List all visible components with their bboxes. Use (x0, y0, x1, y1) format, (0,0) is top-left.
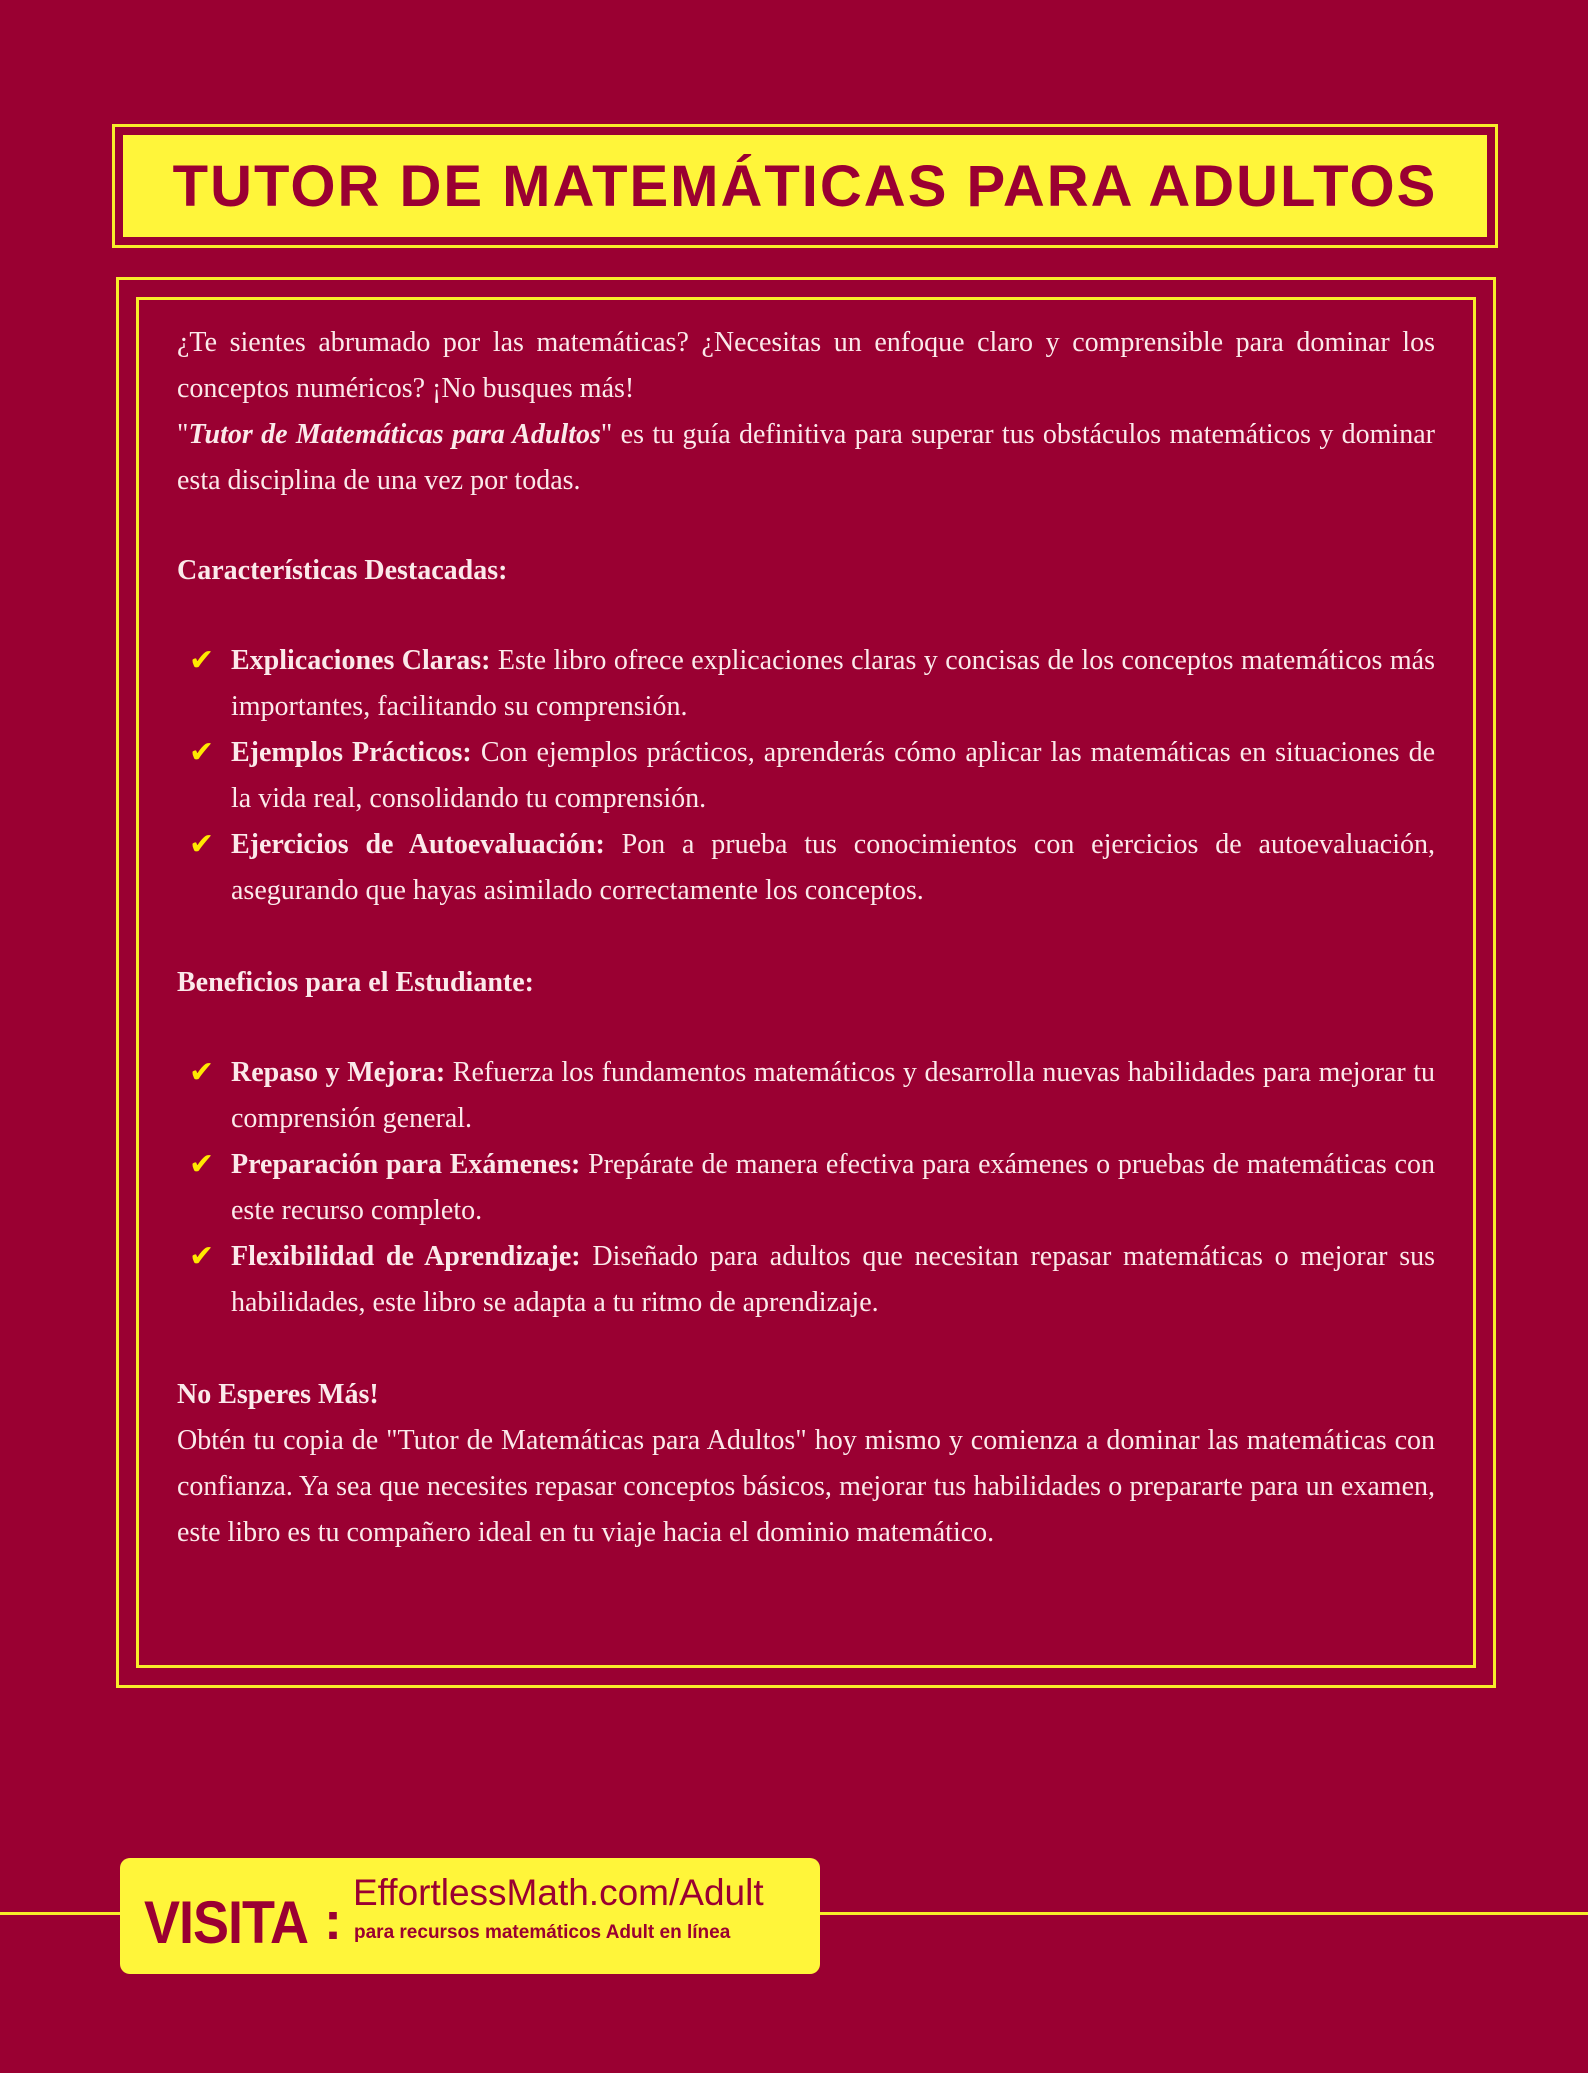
list-item (177, 638, 1435, 730)
benefits-heading: Beneficios para el Estudiante: (177, 967, 534, 998)
check-icon: ✔ (189, 1239, 215, 1274)
list-item (177, 822, 1435, 914)
visit-banner[interactable] (120, 1858, 820, 1974)
visit-label: VISITA (144, 1889, 309, 1957)
feature-term: Ejercicios de Autoevaluación: (231, 829, 605, 860)
list-item (177, 730, 1435, 822)
title-banner (112, 124, 1498, 248)
check-icon: ✔ (189, 1147, 215, 1182)
website-link[interactable]: EffortlessMath.com/Adult (353, 1872, 764, 1913)
feature-text: Pon a prueba tus conocimientos con ejercicios de autoevaluación, asegurando que hayas asimilado correctamente los conceptos. (231, 829, 1435, 906)
feature-text: Con ejemplos prácticos, aprenderás cómo aplicar las matemáticas en situaciones de la vida real, consolidando tu comprensión. (231, 737, 1436, 814)
feature-term: Explicaciones Claras: (231, 645, 491, 676)
benefit-term: Flexibilidad de Aprendizaje: (231, 1241, 581, 1272)
list-item (177, 1142, 1435, 1234)
check-icon: ✔ (189, 643, 215, 678)
content-body (136, 297, 1476, 1668)
content-frame (116, 277, 1496, 1688)
features-list (177, 638, 1435, 914)
feature-term: Ejemplos Prácticos: (231, 737, 472, 768)
benefit-text: Diseñado para adultos que necesitan repasar matemáticas o mejorar sus habilidades, este libro se adapta a tu ritmo de aprendizaje. (231, 1241, 1435, 1318)
closing-heading: No Esperes Más! (177, 1379, 379, 1410)
check-icon: ✔ (189, 1055, 215, 1090)
check-icon: ✔ (189, 827, 215, 862)
list-item (177, 1050, 1435, 1142)
intro-line1: ¿Te sientes abrumado por las matemáticas? ¿Necesitas un enfoque claro y comprensible para dominar los conceptos numéricos? ¡No busques más! (177, 327, 1435, 404)
page-title: TUTOR DE MATEMÁTICAS PARA ADULTOS (172, 153, 1438, 219)
benefit-term: Preparación para Exámenes: (231, 1149, 581, 1180)
feature-text: Este libro ofrece explicaciones claras y concisas de los conceptos matemáticos más importantes, facilitando su comprensión. (231, 645, 1435, 722)
intro-book-title: Tutor de Matemáticas para Adultos (188, 419, 601, 450)
intro-quote-open: " (177, 419, 189, 450)
closing-paragraph: Obtén tu copia de "Tutor de Matemáticas para Adultos" hoy mismo y comienza a dominar las matemáticas con confianza. Ya sea que necesites repasar conceptos básicos, mejorar tus habilidades o prepararte para un examen, este libro es tu compañero ideal en tu viaje hacia el dominio matemático. (177, 1425, 1435, 1548)
benefit-text: Prepárate de manera efectiva para exámenes o pruebas de matemáticas con este recurso completo. (231, 1149, 1435, 1226)
benefit-term: Repaso y Mejora: (231, 1057, 446, 1088)
title-banner-fill (123, 135, 1487, 237)
benefits-list (177, 1050, 1435, 1326)
intro-paragraph (177, 320, 1435, 504)
check-icon: ✔ (189, 735, 215, 770)
features-heading: Características Destacadas: (177, 555, 508, 586)
benefit-text: Refuerza los fundamentos matemáticos y desarrolla nuevas habilidades para mejorar tu comprensión general. (231, 1057, 1436, 1134)
intro-line2: " es tu guía definitiva para superar tus obstáculos matemáticos y dominar esta disciplina de una vez por todas. (177, 419, 1435, 496)
website-tagline: para recursos matemáticos Adult en línea (354, 1922, 731, 1943)
list-item (177, 1234, 1435, 1326)
visit-colon: : (324, 1891, 342, 1951)
